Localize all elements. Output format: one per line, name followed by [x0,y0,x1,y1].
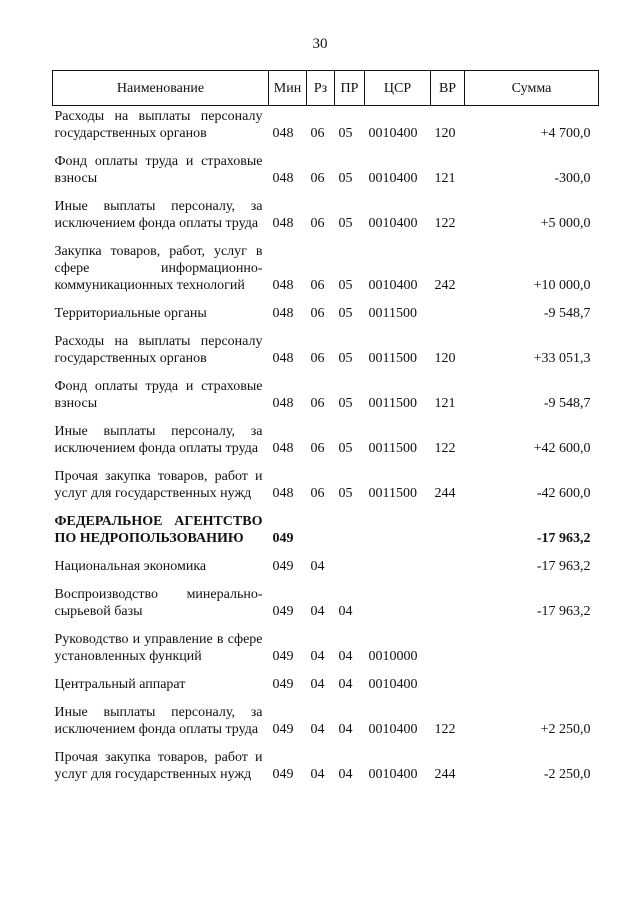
cell-vr [431,552,465,580]
cell-vr: 242 [434,278,456,293]
cell-sum: +33 051,3 [533,351,591,366]
cell-pr: 05 [338,306,353,321]
cell-name: Расходы на выплаты персоналу государственных органов [54,334,263,366]
cell-csr: 0010400 [368,677,418,692]
cell-name: Фонд оплаты труда и страховые взносы [54,154,263,186]
cell-csr [365,507,431,552]
cell-pr: 05 [338,216,353,231]
cell-csr: 0011500 [368,441,417,456]
cell-vr [431,625,465,670]
cell-min: 048 [272,396,294,411]
cell-pr: 05 [338,396,353,411]
cell-csr: 0010000 [368,649,418,664]
cell-min: 048 [272,171,294,186]
cell-pr: 04 [338,604,353,619]
cell-rz: 04 [310,604,325,619]
cell-vr: 120 [434,351,456,366]
cell-min: 049 [272,604,294,619]
cell-csr: 0010400 [368,278,418,293]
header-csr: ЦСР [365,71,431,106]
cell-pr: 04 [338,677,353,692]
table-row [53,327,599,372]
cell-min: 048 [272,216,294,231]
cell-name: Расходы на выплаты персоналу государственных органов [54,109,263,141]
cell-rz: 06 [310,441,325,456]
header-vr: ВР [431,71,465,106]
cell-rz: 06 [310,216,325,231]
cell-csr: 0011500 [368,396,417,411]
cell-min: 048 [272,486,294,501]
table-row [53,743,599,788]
table-row [53,507,599,552]
cell-name: Руководство и управление в сфере установленных функций [54,632,263,664]
cell-csr [365,552,431,580]
cell-vr: 121 [434,171,456,186]
cell-rz: 04 [310,649,325,664]
cell-vr [431,670,465,698]
header-pr: ПР [335,71,365,106]
table-row [53,299,599,327]
cell-name: Фонд оплаты труда и страховые взносы [54,379,263,411]
table-row [53,417,599,462]
table-row [53,625,599,670]
table-row [53,552,599,580]
cell-sum: +5 000,0 [540,216,591,231]
cell-rz: 06 [310,486,325,501]
cell-csr: 0010400 [368,722,418,737]
cell-sum: -17 963,2 [536,531,591,546]
header-sum: Сумма [465,71,599,106]
cell-pr: 05 [338,441,353,456]
table-row [53,462,599,507]
cell-sum: +2 250,0 [540,722,591,737]
table-row [53,580,599,625]
cell-sum: -17 963,2 [536,604,591,619]
cell-pr: 04 [338,767,353,782]
cell-rz: 04 [310,559,325,574]
cell-rz: 06 [310,278,325,293]
cell-rz: 06 [310,396,325,411]
cell-sum: +10 000,0 [533,278,591,293]
cell-name: Иные выплаты персоналу, за исключением фонда оплаты труда [54,424,263,456]
cell-pr [335,552,365,580]
table-row [53,237,599,299]
cell-name: Закупка товаров, работ, услуг в сфере информационно-коммуникационных технологий [54,244,263,293]
cell-min: 049 [272,722,294,737]
cell-vr [431,580,465,625]
cell-rz: 04 [310,767,325,782]
cell-csr: 0010400 [368,126,418,141]
cell-csr: 0010400 [368,767,418,782]
cell-min: 049 [272,767,294,782]
cell-vr: 244 [434,767,456,782]
cell-sum: -42 600,0 [536,486,591,501]
cell-min: 049 [272,531,294,546]
cell-pr: 05 [338,486,353,501]
cell-pr [335,507,365,552]
cell-name: Воспроизводство минерально-сырьевой базы [54,587,263,619]
cell-csr: 0011500 [368,486,417,501]
cell-sum: -9 548,7 [543,396,591,411]
table-row [53,670,599,698]
cell-csr: 0011500 [368,306,417,321]
cell-vr [431,507,465,552]
header-name: Наименование [53,71,269,106]
cell-vr: 122 [434,216,456,231]
cell-rz: 06 [310,306,325,321]
cell-rz: 04 [310,677,325,692]
table-row [53,372,599,417]
budget-table [52,70,599,788]
cell-name: Центральный аппарат [54,677,186,692]
cell-pr: 04 [338,649,353,664]
cell-vr: 122 [434,441,456,456]
cell-min: 048 [272,306,294,321]
cell-pr: 05 [338,278,353,293]
cell-rz: 06 [310,351,325,366]
header-min: Мин [269,71,307,106]
cell-sum: -300,0 [554,171,591,186]
cell-min: 049 [272,649,294,664]
cell-pr: 04 [338,722,353,737]
cell-name: Территориальные органы [54,306,207,321]
cell-rz [307,507,335,552]
page-number: 30 [312,36,328,52]
cell-name: Прочая закупка товаров, работ и услуг для государственных нужд [54,469,263,501]
cell-min: 048 [272,126,294,141]
cell-sum [465,625,599,670]
cell-vr: 120 [434,126,456,141]
cell-csr: 0010400 [368,216,418,231]
table-header-row [53,71,599,106]
cell-csr [365,580,431,625]
cell-pr: 05 [338,351,353,366]
cell-min: 048 [272,351,294,366]
table-row [53,698,599,743]
cell-min: 048 [272,441,294,456]
cell-sum: -2 250,0 [543,767,591,782]
cell-sum: -17 963,2 [536,559,591,574]
cell-name: ФЕДЕРАЛЬНОЕ АГЕНТСТВО ПО НЕДРОПОЛЬЗОВАНИЮ [54,514,263,546]
cell-pr: 05 [338,126,353,141]
cell-rz: 06 [310,171,325,186]
cell-sum [465,670,599,698]
cell-csr: 0011500 [368,351,417,366]
cell-min: 048 [272,278,294,293]
cell-name: Прочая закупка товаров, работ и услуг для государственных нужд [54,750,263,782]
table-row [53,192,599,237]
cell-pr: 05 [338,171,353,186]
cell-min: 049 [272,559,294,574]
cell-sum: +4 700,0 [540,126,591,141]
cell-vr [431,299,465,327]
cell-name: Иные выплаты персоналу, за исключением фонда оплаты труда [54,705,263,737]
cell-name: Национальная экономика [54,559,207,574]
cell-min: 049 [272,677,294,692]
header-rz: Рз [307,71,335,106]
table-row [53,147,599,192]
cell-rz: 06 [310,126,325,141]
cell-sum: -9 548,7 [543,306,591,321]
cell-rz: 04 [310,722,325,737]
cell-vr: 244 [434,486,456,501]
cell-vr: 122 [434,722,456,737]
cell-vr: 121 [434,396,456,411]
cell-name: Иные выплаты персоналу, за исключением фонда оплаты труда [54,199,263,231]
cell-csr: 0010400 [368,171,418,186]
table-row [53,106,599,148]
cell-sum: +42 600,0 [533,441,591,456]
